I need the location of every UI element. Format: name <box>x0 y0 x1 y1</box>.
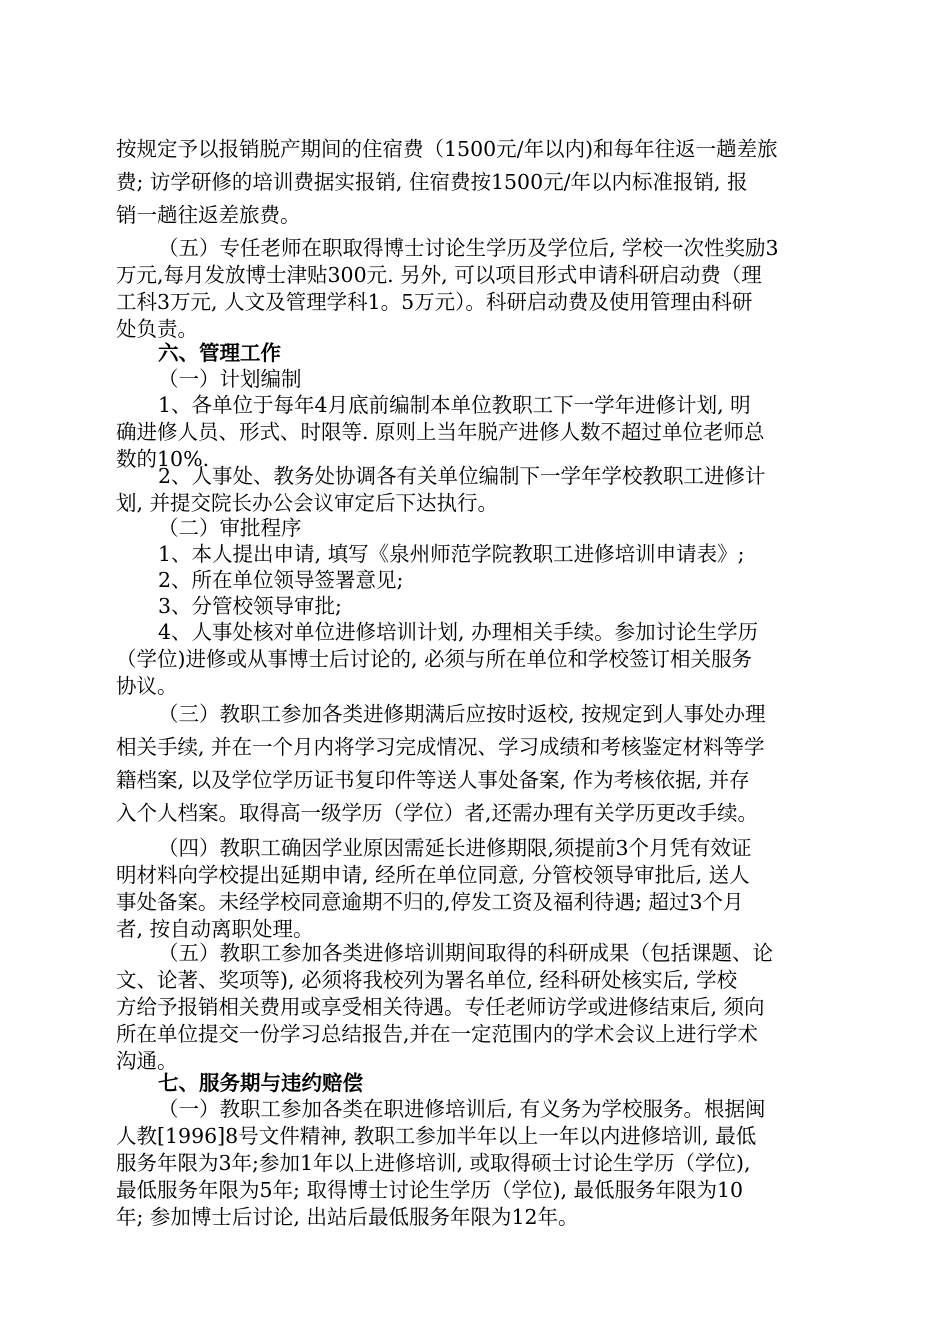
text-line: 服务年限为3年;参加1年以上进修培训, 或取得硕士讨论生学历（学位), <box>116 1151 751 1175</box>
paragraph-extension <box>116 835 836 943</box>
text-line: 明材料向学校提出延期申请, 经所在单位同意, 分管校领导审批后, 送人 <box>116 863 750 887</box>
subheading: （二）审批程序 <box>158 516 302 540</box>
text-line: 文、论著、奖项等), 必须将我校列为署名单位, 经科研处核实后, 学校 <box>116 968 738 992</box>
text-line: 3、分管校领导审批; <box>158 594 342 618</box>
text-line: （三）教职工参加各类进修期满后应按时返校, 按规定到人事处办理 <box>158 702 766 726</box>
paragraph-reimbursement <box>116 133 836 232</box>
paragraph-approval-3 <box>116 593 836 620</box>
text-line: 数的10%. <box>116 447 210 471</box>
text-line: 2、人事处、教务处协调各有关单位编制下一学年学校教职工进修计 <box>158 464 766 488</box>
text-line: 所在单位提交一份学习总结报告,并在一定范围内的学术会议上进行学术 <box>116 1022 759 1046</box>
text-line: 入个人档案。取得高一级学历（学位）者,还需办理有关学历更改手续。 <box>116 801 759 825</box>
text-line: （一）教职工参加各类在职进修培训后, 有义务为学校服务。根据闽 <box>158 1097 766 1121</box>
section-heading: 六、管理工作 <box>158 341 281 365</box>
text-line: （五）教职工参加各类进修培训期间取得的科研成果（包括课题、论 <box>158 941 773 965</box>
subheading-approval <box>116 515 836 542</box>
paragraph-approval-4 <box>116 619 836 700</box>
text-line: （学位)进修或从事博士后讨论的, 必须与所在单位和学校签订相关服务 <box>116 647 753 671</box>
text-line: 万元,每月发放博士津贴300元. 另外, 可以项目形式申请科研启动费（理 <box>116 263 762 287</box>
text-line: 人教[1996]8号文件精神, 教职工参加半年以上一年以内进修培训, 最低 <box>116 1124 757 1148</box>
text-line: 4、人事处核对单位进修培训计划, 办理相关手续。参加讨论生学历 <box>158 620 759 644</box>
text-line: 相关手续, 并在一个月内将学习完成情况、学习成绩和考核鉴定材料等学 <box>116 735 765 759</box>
text-line: 1、本人提出申请, 填写《泉州师范学院教职工进修培训申请表》; <box>158 542 745 566</box>
text-line: （四）教职工确因学业原因需延长进修期限,须提前3个月凭有效证 <box>158 836 752 860</box>
text-line: 销一趟往返差旅费。 <box>116 203 301 227</box>
text-line: 费; 访学研修的培训费据实报销, 住宿费按1500元/年以内标准报销, 报 <box>116 170 748 194</box>
paragraph-plan-1 <box>116 392 836 473</box>
section-heading: 七、服务期与违约赔偿 <box>158 1071 363 1095</box>
paragraph-approval-2 <box>116 567 836 594</box>
text-line: 1、各单位于每年4月底前编制本单位教职工下一学年进修计划, 明 <box>158 393 751 417</box>
text-line: 处负责。 <box>116 317 198 341</box>
text-line: 籍档案, 以及学位学历证书复印件等送人事处备案, 作为考核依据, 并存 <box>116 768 750 792</box>
text-line: 者, 按自动离职处理。 <box>116 917 314 941</box>
text-line: （五）专任老师在职取得博士讨论生学历及学位后, 学校一次性奖励3 <box>158 236 779 260</box>
paragraph-plan-2 <box>116 463 836 517</box>
text-line: 确进修人员、形式、时限等. 原则上当年脱产进修人数不超过单位老师总 <box>116 420 765 444</box>
text-line: 协议。 <box>116 674 178 698</box>
text-line: 划, 并提交院长办公会议审定后下达执行。 <box>116 491 499 515</box>
paragraph-service-period <box>116 1096 836 1231</box>
text-line: 按规定予以报销脱产期间的住宿费（1500元/年以内)和每年往返一趟差旅 <box>116 137 778 161</box>
text-line: 工科3万元, 人文及管理学科1。5万元）。科研启动费及使用管理由科研 <box>116 290 753 314</box>
paragraph-doctoral-reward <box>116 235 836 343</box>
section-heading-management <box>116 340 836 367</box>
subheading: （一）计划编制 <box>158 367 302 391</box>
text-line: 方给予报销相关费用或享受相关待遇。专任老师访学或进修结束后, 须向 <box>116 995 765 1019</box>
text-line: 最低服务年限为5年; 取得博士讨论生学历（学位), 最低服务年限为10 <box>116 1178 744 1202</box>
paragraph-research-results <box>116 940 836 1075</box>
text-line: 事处备案。未经学校同意逾期不归的,停发工资及福利待遇; 超过3个月 <box>116 890 744 914</box>
paragraph-approval-1 <box>116 541 836 568</box>
paragraph-return <box>116 698 836 830</box>
subheading-plan <box>116 366 836 393</box>
text-line: 年; 参加博士后讨论, 出站后最低服务年限为12年。 <box>116 1205 579 1229</box>
text-line: 2、所在单位领导签署意见; <box>158 568 404 592</box>
section-heading-service <box>116 1070 836 1097</box>
text-line: 沟通。 <box>116 1049 178 1073</box>
